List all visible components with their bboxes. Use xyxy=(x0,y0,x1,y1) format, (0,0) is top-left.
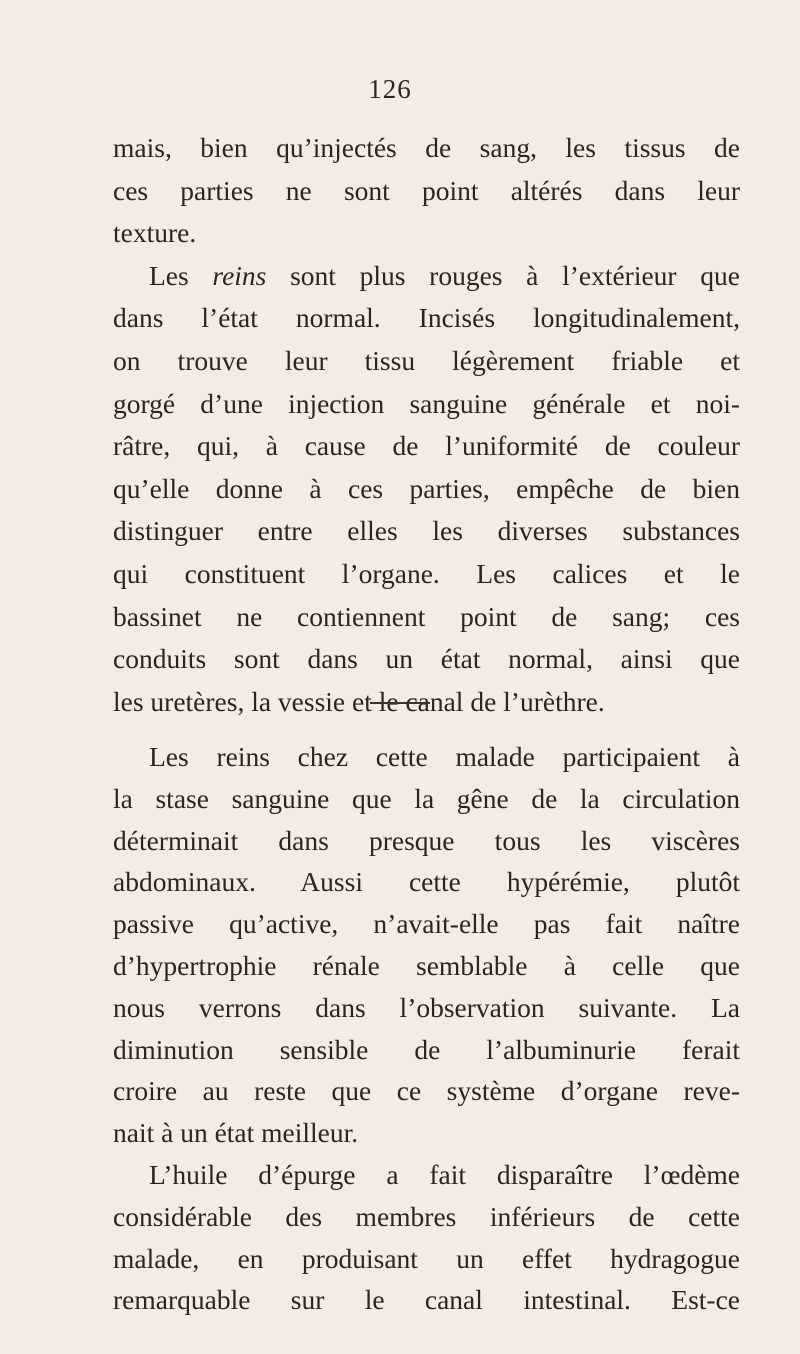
text-line: nous verrons dans l’observation suivante. La xyxy=(113,991,740,1023)
page-number: 126 xyxy=(368,74,412,104)
text-line: Les reins chez cette malade participaient à xyxy=(149,741,740,772)
text-line: les uretères, la vessie et le canal de l’urèthre. xyxy=(113,685,605,717)
text-line: abdominaux. Aussi cette hypérémie, plutôt xyxy=(113,866,740,898)
text-line: remarquable sur le canal intestinal. Est-ce xyxy=(113,1284,740,1316)
text-line: dans l’état normal. Incisés longitudinalement, xyxy=(113,302,740,334)
text-line: passive qu’active, n’avait-elle pas fait naître xyxy=(113,908,740,940)
text-line: L’huile d’épurge a fait disparaître l’œdème xyxy=(149,1158,740,1190)
text-line: conduits sont dans un état normal, ainsi que xyxy=(113,643,740,675)
text-line: considérable des membres inférieurs de cette xyxy=(113,1200,740,1232)
text-line: on trouve leur tissu légèrement friable et xyxy=(113,344,740,376)
text-line: malade, en produisant un effet hydragogue xyxy=(113,1242,740,1274)
text-line: nait à un état meilleur. xyxy=(113,1117,359,1149)
text-line: texture. xyxy=(113,217,197,249)
text-line: bassinet ne contiennent point de sang; ces xyxy=(113,600,740,632)
text-block-lower xyxy=(113,736,740,1321)
italic-word: reins xyxy=(212,259,267,291)
text-run: Les xyxy=(149,259,213,291)
text-line: mais, bien qu’injectés de sang, les tissus de xyxy=(113,132,740,163)
text-block-upper xyxy=(113,127,740,723)
text-line: distinguer entre elles les diverses substances xyxy=(113,515,740,547)
text-line: croire au reste que ce système d’organe reve- xyxy=(113,1075,740,1107)
text-line: d’hypertrophie rénale semblable à celle que xyxy=(113,949,740,981)
text-line: râtre, qui, à cause de l’uniformité de couleur xyxy=(113,430,740,462)
text-line: ces parties ne sont point altérés dans leur xyxy=(113,174,740,206)
text-line: diminution sensible de l’albuminurie ferait xyxy=(113,1033,740,1065)
text-run: sont plus rouges à l’extérieur que xyxy=(266,259,740,291)
text-line: qui constituent l’organe. Les calices et le xyxy=(113,557,740,589)
text-line: déterminait dans presque tous les viscères xyxy=(113,824,740,856)
text-line-with-italic xyxy=(113,255,740,298)
section-divider xyxy=(370,702,430,704)
text-line: gorgé d’une injection sanguine générale et noi- xyxy=(113,387,740,419)
text-line: la stase sanguine que la gêne de la circulation xyxy=(113,782,740,814)
text-line: qu’elle donne à ces parties, empêche de bien xyxy=(113,472,740,504)
